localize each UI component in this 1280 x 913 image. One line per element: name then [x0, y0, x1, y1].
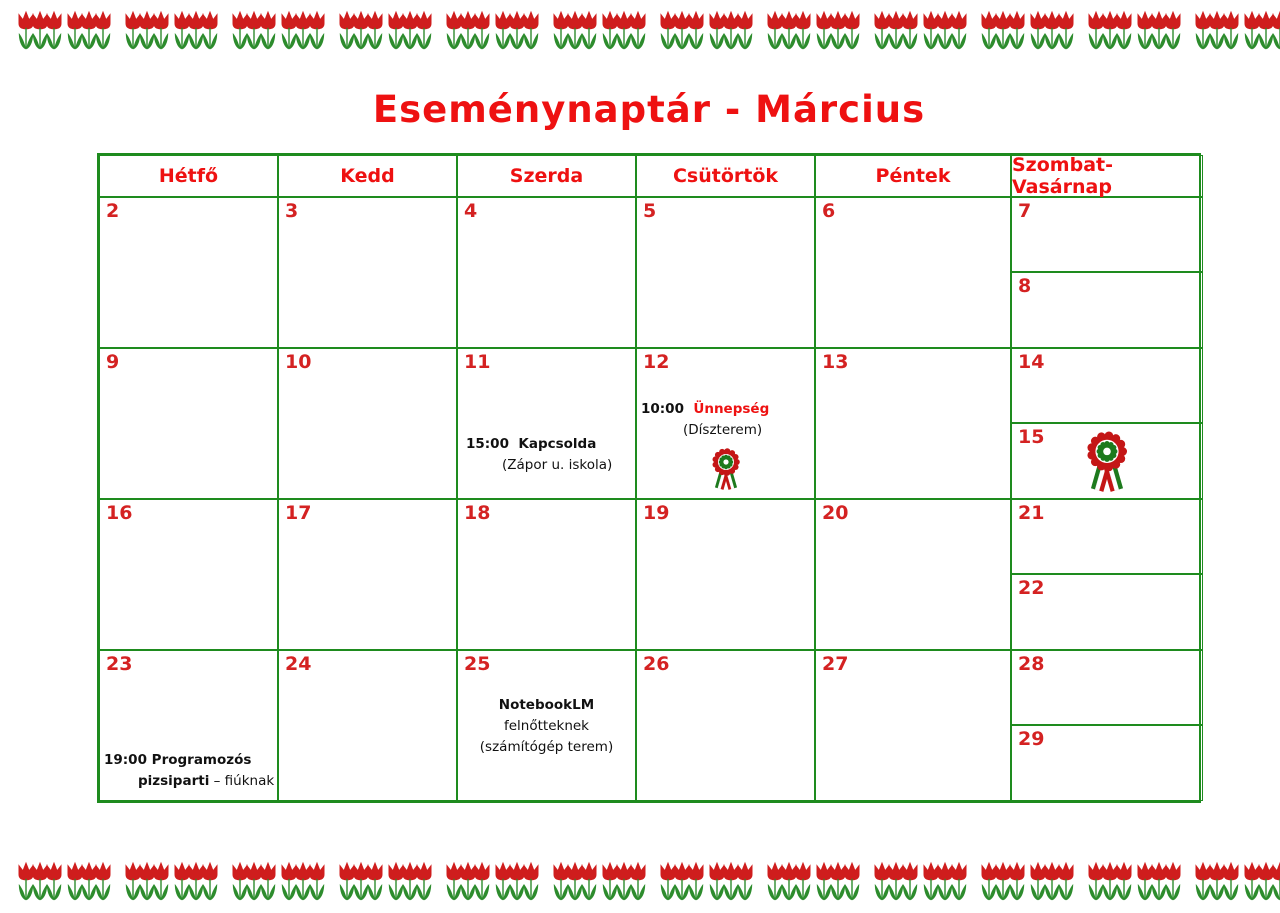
tulip-cluster-icon: [874, 861, 918, 905]
day-cell-13: [815, 348, 1011, 499]
tulip-cluster-icon: [1244, 861, 1280, 905]
event-line: [637, 399, 814, 420]
date-number: 28: [1018, 652, 1045, 675]
weekend-cell-15: [1011, 423, 1203, 499]
day-cell-26: [636, 650, 815, 801]
day-cell-18: [457, 499, 636, 650]
column-header-4: Csütörtök: [636, 155, 815, 197]
tulip-cluster-icon: [874, 10, 918, 54]
day-cell-17: [278, 499, 457, 650]
day-cell-3: [278, 197, 457, 348]
tulip-cluster-icon: [339, 10, 383, 54]
tulip-cluster-icon: [18, 861, 62, 905]
tulip-border-bottom: [0, 859, 1280, 905]
column-header-3: Szerda: [457, 155, 636, 197]
event-text-segment: – fiúknak: [209, 772, 275, 789]
event-line: [100, 771, 277, 792]
event-text-segment: (Zápor u. iskola): [502, 456, 613, 473]
day-cell-2: [99, 197, 278, 348]
tulip-cluster-icon: [602, 10, 646, 54]
weekend-cell-29: [1011, 725, 1203, 801]
tulip-cluster-icon: [767, 861, 811, 905]
tulip-cluster-icon: [981, 861, 1025, 905]
tulip-cluster-icon: [1195, 10, 1239, 54]
tulip-cluster-icon: [446, 861, 490, 905]
column-header-6: Szombat-Vasárnap: [1011, 155, 1203, 197]
day-cell-27: [815, 650, 1011, 801]
date-number: 14: [1018, 350, 1045, 373]
tulip-cluster-icon: [816, 861, 860, 905]
tulip-cluster-icon: [125, 861, 169, 905]
tulip-cluster-icon: [232, 10, 276, 54]
tulip-cluster-icon: [1137, 861, 1181, 905]
tulip-cluster-icon: [18, 10, 62, 54]
date-number: 9: [106, 350, 120, 373]
tulip-cluster-icon: [767, 10, 811, 54]
tulip-cluster-icon: [923, 10, 967, 54]
date-number: 24: [285, 652, 312, 675]
tulip-cluster-icon: [388, 861, 432, 905]
tulip-cluster-icon: [1030, 861, 1074, 905]
tulip-cluster-icon: [816, 10, 860, 54]
date-number: 6: [822, 199, 836, 222]
tulip-cluster-icon: [67, 861, 111, 905]
date-number: 21: [1018, 501, 1045, 524]
event-line: [458, 716, 635, 737]
date-number: 27: [822, 652, 849, 675]
date-number: 25: [464, 652, 491, 675]
event-text-segment: (számítógép terem): [479, 738, 614, 755]
weekend-cell-8: [1011, 272, 1203, 348]
event-line: [458, 737, 635, 758]
tulip-cluster-icon: [174, 10, 218, 54]
date-number: 7: [1018, 199, 1032, 222]
weekend-cell-22: [1011, 574, 1203, 650]
date-number: 20: [822, 501, 849, 524]
date-number: 15: [1018, 426, 1045, 449]
day-cell-16: [99, 499, 278, 650]
day-cell-20: [815, 499, 1011, 650]
tulip-border-top: [0, 8, 1280, 54]
event-text-segment: (Díszterem): [683, 421, 763, 438]
tulip-cluster-icon: [660, 10, 704, 54]
day-cell-12: [636, 348, 815, 499]
event-text-segment: 19:00 Programozós: [104, 751, 252, 768]
hungarian-cockade-icon: [1078, 425, 1136, 505]
column-header-1: Hétfő: [99, 155, 278, 197]
day-cell-5: [636, 197, 815, 348]
event-line: [458, 455, 635, 476]
calendar-grid: [97, 153, 1201, 803]
event-block: [637, 399, 814, 503]
tulip-cluster-icon: [1244, 10, 1280, 54]
date-number: 2: [106, 199, 120, 222]
date-number: 29: [1018, 728, 1045, 751]
tulip-cluster-icon: [339, 861, 383, 905]
tulip-cluster-icon: [232, 861, 276, 905]
date-number: 5: [643, 199, 657, 222]
date-number: 4: [464, 199, 478, 222]
tulip-cluster-icon: [281, 861, 325, 905]
event-text-segment: felnőtteknek: [503, 717, 589, 734]
date-number: 19: [643, 501, 670, 524]
tulip-cluster-icon: [1137, 10, 1181, 54]
date-number: 23: [106, 652, 133, 675]
event-block: [458, 434, 635, 476]
event-line: [637, 420, 814, 441]
event-text-segment: 10:00: [641, 400, 694, 417]
day-cell-23: [99, 650, 278, 801]
event-text-segment: pizsiparti: [138, 772, 210, 789]
tulip-cluster-icon: [1088, 861, 1132, 905]
date-number: 10: [285, 350, 312, 373]
tulip-cluster-icon: [495, 861, 539, 905]
date-number: 17: [285, 501, 312, 524]
day-cell-6: [815, 197, 1011, 348]
tulip-cluster-icon: [553, 10, 597, 54]
date-number: 16: [106, 501, 133, 524]
tulip-cluster-icon: [495, 10, 539, 54]
day-cell-4: [457, 197, 636, 348]
date-number: 26: [643, 652, 670, 675]
tulip-cluster-icon: [602, 861, 646, 905]
day-cell-25: [457, 650, 636, 801]
page-title: Eseménynaptár - Március: [372, 88, 926, 131]
date-number: 3: [285, 199, 299, 222]
event-line: [100, 750, 277, 771]
day-cell-10: [278, 348, 457, 499]
date-number: 12: [643, 350, 670, 373]
event-text-segment: NotebookLM: [498, 696, 595, 713]
day-cell-11: [457, 348, 636, 499]
event-block: [100, 750, 277, 792]
tulip-cluster-icon: [388, 10, 432, 54]
tulip-cluster-icon: [281, 10, 325, 54]
tulip-cluster-icon: [67, 10, 111, 54]
date-number: 11: [464, 350, 491, 373]
weekend-cell-21: [1011, 499, 1203, 575]
tulip-cluster-icon: [709, 861, 753, 905]
hungarian-cockade-icon: [637, 444, 814, 503]
day-cell-19: [636, 499, 815, 650]
event-text-segment: 15:00 Kapcsolda: [466, 435, 597, 452]
event-line: [458, 695, 635, 716]
tulip-cluster-icon: [553, 861, 597, 905]
column-header-5: Péntek: [815, 155, 1011, 197]
date-number: 22: [1018, 577, 1045, 600]
date-number: 13: [822, 350, 849, 373]
event-line: [458, 434, 635, 455]
day-cell-24: [278, 650, 457, 801]
tulip-cluster-icon: [446, 10, 490, 54]
tulip-cluster-icon: [125, 10, 169, 54]
weekend-cell-14: [1011, 348, 1203, 424]
date-number: 18: [464, 501, 491, 524]
tulip-cluster-icon: [660, 861, 704, 905]
event-text-segment: Ünnepség: [693, 400, 770, 417]
tulip-cluster-icon: [174, 861, 218, 905]
date-number: 8: [1018, 275, 1032, 298]
column-header-2: Kedd: [278, 155, 457, 197]
weekend-cell-7: [1011, 197, 1203, 273]
tulip-cluster-icon: [981, 10, 1025, 54]
tulip-cluster-icon: [923, 861, 967, 905]
tulip-cluster-icon: [709, 10, 753, 54]
tulip-cluster-icon: [1030, 10, 1074, 54]
weekend-cell-28: [1011, 650, 1203, 726]
tulip-cluster-icon: [1195, 861, 1239, 905]
day-cell-9: [99, 348, 278, 499]
event-block: [458, 695, 635, 758]
tulip-cluster-icon: [1088, 10, 1132, 54]
